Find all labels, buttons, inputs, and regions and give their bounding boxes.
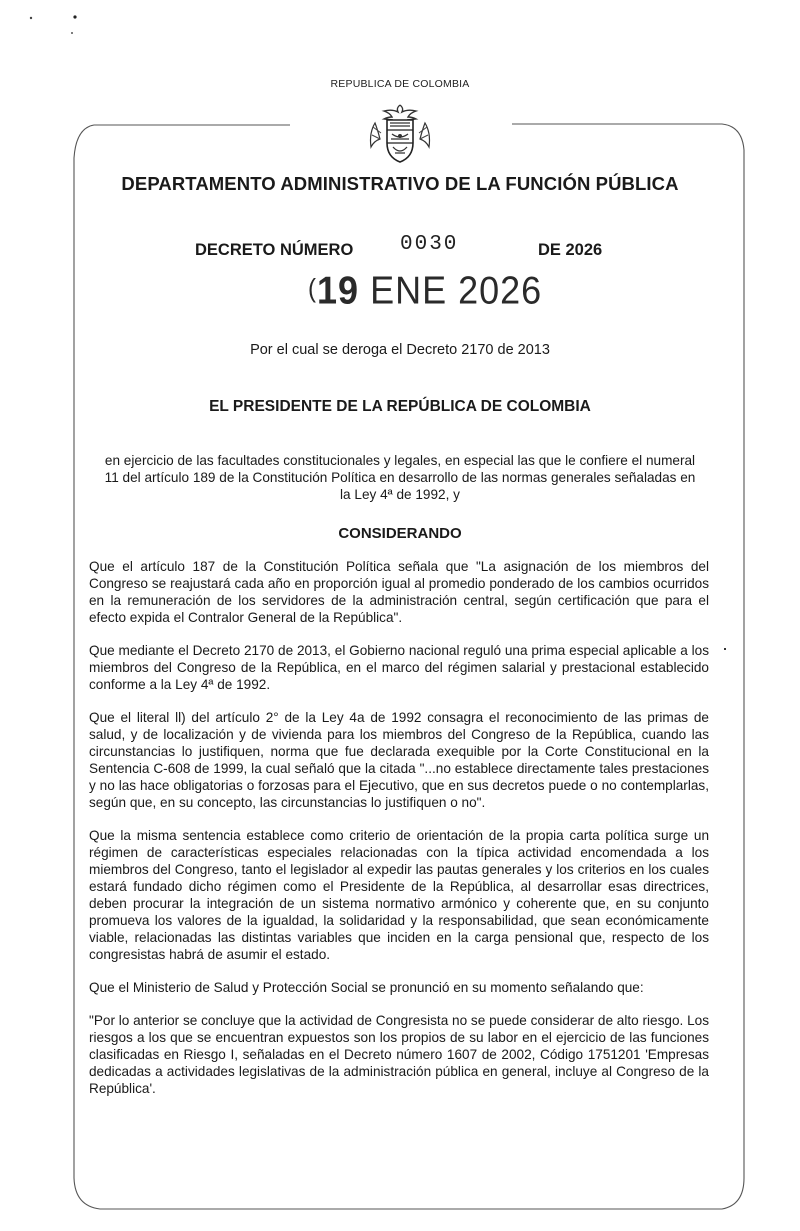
date-stamp-paren: ( xyxy=(308,274,317,304)
authority-heading: EL PRESIDENTE DE LA REPÚBLICA DE COLOMBIA xyxy=(209,398,591,415)
date-stamp xyxy=(308,268,542,313)
considerations-body xyxy=(89,558,709,1097)
paragraph: Que el Ministerio de Salud y Protección Social se pronunció en su momento señalando que: xyxy=(89,980,644,995)
scan-specks xyxy=(28,12,88,42)
date-stamp-month: ENE xyxy=(370,268,448,313)
considerando-heading: CONSIDERANDO xyxy=(338,525,462,542)
date-stamp-day: 19 xyxy=(317,268,360,313)
date-stamp-year: 2026 xyxy=(458,268,543,313)
paragraph: Que el artículo 187 de la Constitución Política señala que "La asignación de los miembros del Congreso se reajustará cada año en proporción igual al promedio ponderado de los cambios ocurridos en la remuneración de los servidores de la administración central, según certificación que para el efecto expida el Contralor General de la República". xyxy=(89,559,709,625)
powers-clause: en ejercicio de las facultades constitucionales y legales, en especial las que le confiere el numeral 11 del artículo 189 de la Constitución Política en desarrollo de las normas generales señaladas en la Ley 4ª de 1992, y xyxy=(104,453,696,502)
paragraph: "Por lo anterior se concluye que la actividad de Congresista no se puede considerar de alto riesgo. Los riesgos a los que se encuentran expuestos son los propios de su labor en el ejercicio de las funciones clasificadas en Riesgo I, señaladas en el Decreto número 1607 de 2002, Código 1751201 'Empresas dedicadas a actividades legislativas de la administración pública en general, incluye al Congreso de la República'. xyxy=(89,1013,709,1096)
decree-number: 0030 xyxy=(400,233,459,256)
decree-label: DECRETO NÚMERO xyxy=(195,241,354,259)
scan-speck xyxy=(724,648,726,650)
decree-subject: Por el cual se deroga el Decreto 2170 de 2013 xyxy=(250,342,550,358)
decree-year: DE 2026 xyxy=(538,241,603,259)
coat-of-arms-of-colombia-icon xyxy=(365,103,435,165)
department-heading: DEPARTAMENTO ADMINISTRATIVO DE LA FUNCIÓN PÚBLICA xyxy=(121,173,679,194)
country-heading: REPUBLICA DE COLOMBIA xyxy=(330,78,470,90)
paragraph: Que el literal ll) del artículo 2° de la Ley 4a de 1992 consagra el reconocimiento de las primas de salud, y de localización y de vivienda para los miembros del Congreso de la República, cuando las circunstancias lo justifiquen, norma que fue declarada exequible por la Corte Constitucional en la Sentencia C-608 de 1999, la cual señaló que la citada "...no establece directamente tales prestaciones y no las hace obligatorias o forzosas para el Ejecutivo, que en sus decretos puede o no contemplarlas, según que, en su concepto, las circunstancias lo justifiquen o no". xyxy=(89,710,709,810)
paragraph: Que la misma sentencia establece como criterio de orientación de la propia carta política surge un régimen de características especiales relacionadas con la típica actividad encomendada a los miembros del Congreso, tanto el legislador al expedir las pautas generales y los criterios en los cuales estará fundado dicho régimen como el Presidente de la República, al desarrollar esas directrices, deben procurar la integración de un sistema normativo armónico y coherente que, en su conjunto promueva los valores de la igualdad, la solidaridad y la responsabilidad, que sean económicamente viable, relacionadas las distintas variables que inciden en la carga pensional que, respecto de los congresistas habrá de asumir el estado. xyxy=(89,828,709,962)
paragraph: Que mediante el Decreto 2170 de 2013, el Gobierno nacional reguló una prima especial aplicable a los miembros del Congreso de la República, en el marco del régimen salarial y prestacional establecido conforme a la Ley 4ª de 1992. xyxy=(89,643,709,692)
